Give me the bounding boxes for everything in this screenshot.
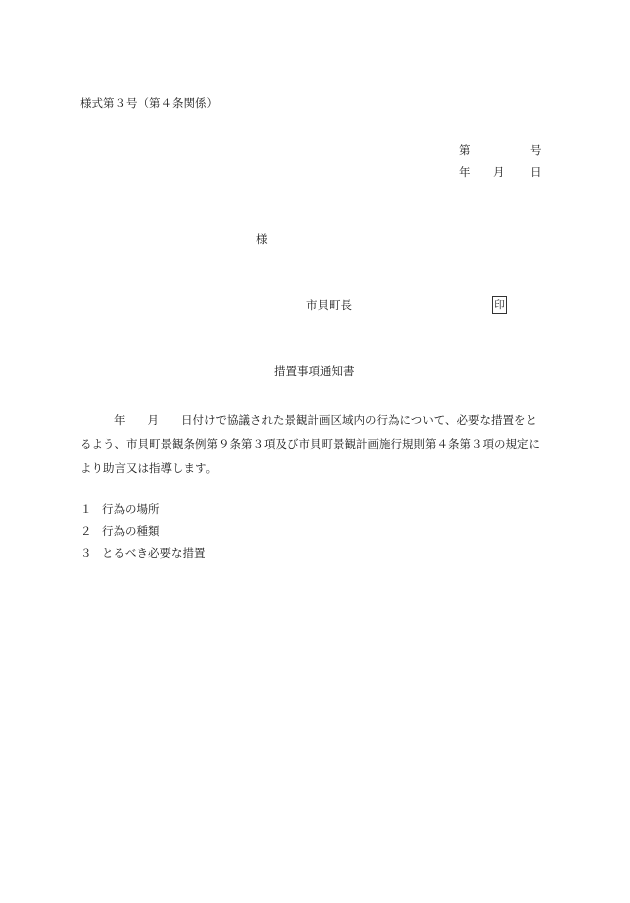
document-title: 措置事項通知書: [274, 364, 355, 378]
seal-mark: 印: [492, 296, 507, 314]
item-list: [80, 498, 206, 564]
body-line-1: [80, 408, 545, 432]
list-item: [80, 542, 206, 564]
item-label: 行為の種類: [102, 524, 160, 538]
item-number: ３: [80, 546, 92, 560]
document-number-prefix: 第: [459, 143, 471, 157]
item-label: とるべき必要な措置: [102, 546, 206, 560]
date-month-label: 月: [493, 165, 505, 179]
body-line-1-text: 日付けで協議された景観計画区域内の行為について、必要な措置をと: [181, 413, 538, 427]
list-item: [80, 520, 206, 542]
body-month-label: 月: [147, 413, 159, 427]
issuer-title: 市貝町長: [306, 298, 352, 312]
body-year-label: 年: [114, 413, 126, 427]
addressee-honorific: 様: [256, 232, 268, 246]
body-line-2: るよう、市貝町景観条例第９条第３項及び市貝町景観計画施行規則第４条第３項の規定に: [80, 437, 540, 451]
list-item: [80, 498, 206, 520]
item-number: １: [80, 502, 92, 516]
item-label: 行為の場所: [102, 502, 160, 516]
item-number: ２: [80, 524, 92, 538]
date-year-label: 年: [459, 165, 471, 179]
document-number-suffix: 号: [530, 143, 542, 157]
date-day-label: 日: [530, 165, 542, 179]
form-number: 様式第３号（第４条関係）: [80, 96, 218, 110]
notice-body: [80, 408, 545, 480]
body-line-3: より助言又は指導します。: [80, 461, 218, 475]
